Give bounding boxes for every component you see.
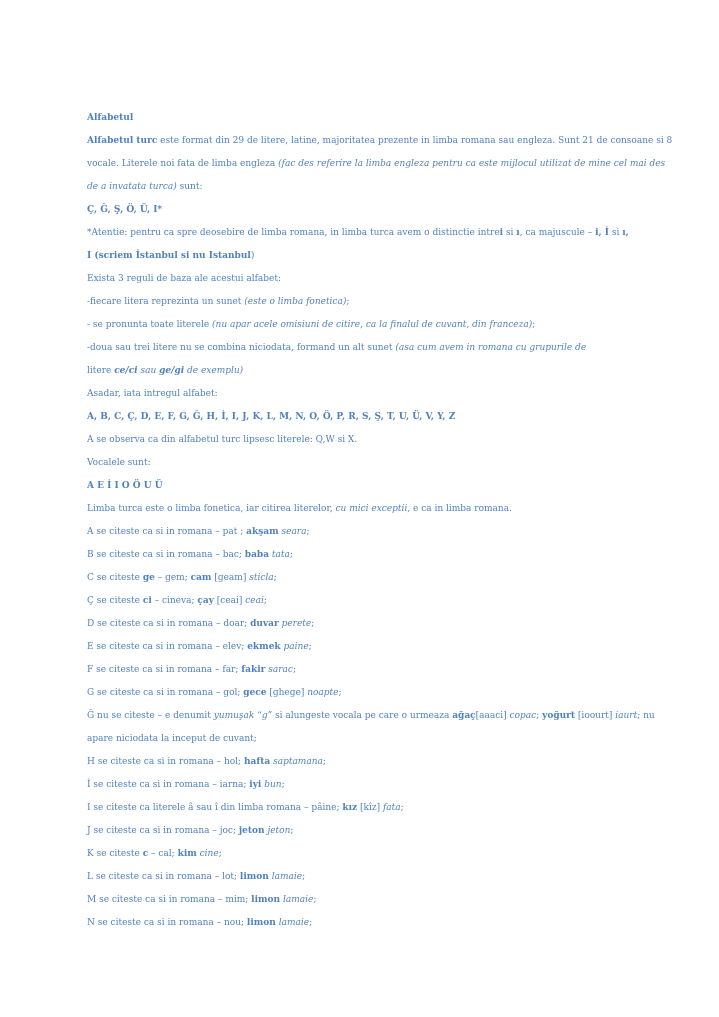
letter-text: ; nu — [637, 711, 655, 721]
rule-2 — [87, 319, 632, 331]
letter-text: ; — [536, 711, 543, 721]
sound-equivalent: ge — [142, 573, 155, 583]
rule-3 — [87, 342, 632, 354]
translation: iaurt — [615, 711, 638, 721]
pronunciation: [geam] — [211, 573, 250, 583]
translation: lamaie — [278, 918, 310, 928]
translation: tata — [271, 550, 290, 560]
example-word: yoğurt — [542, 711, 576, 721]
letter-text: ; — [322, 757, 326, 767]
letter-row-cc — [87, 595, 632, 607]
letter-row-b — [87, 549, 632, 561]
rule-note: de exemplu) — [184, 366, 244, 376]
attention-letter: ı — [516, 228, 520, 238]
attention-letter: ı, — [622, 228, 629, 238]
full-alphabet-intro: Asadar, iata intregul alfabet: — [87, 389, 218, 399]
letter-row-n — [87, 917, 632, 929]
letter-row-m — [87, 894, 632, 906]
example-word: ekmek — [247, 642, 281, 652]
translation: jeton — [267, 826, 291, 836]
letter-text: ; — [400, 803, 404, 813]
missing-letters: A se observa ca din alfabetul turc lipsesc literele: Q,W si X. — [87, 435, 358, 445]
letter-row-a — [87, 526, 632, 538]
letter-text: Ğ nu se citeste – e denumit — [87, 711, 214, 721]
attention-letter: i — [499, 228, 504, 238]
letter-row-e — [87, 641, 632, 653]
letter-row-gg-continued: apare niciodata la inceput de cuvant; — [87, 734, 257, 744]
translation: cine — [199, 849, 219, 859]
pronunciation: [ceai] — [213, 596, 246, 606]
letter-text: C se citeste — [87, 573, 143, 583]
example-word: gece — [243, 688, 267, 698]
intro-lead: Alfabetul turc — [87, 136, 158, 146]
rule-text: ; — [346, 297, 350, 307]
example-word: cam — [190, 573, 212, 583]
attention-text: *Atentie: pentru ca spre deosebire de limba romana, in limba turca avem o distinctie intre — [87, 228, 500, 238]
translation: sarac — [268, 665, 293, 675]
intro-text: sunt: — [176, 182, 203, 192]
translation: lamaie — [282, 895, 314, 905]
letter-text: A se citeste ca si in romana – pat ; — [87, 527, 247, 537]
letter-text: ; — [289, 550, 293, 560]
letter-text: H se citeste ca si in romana – hol; — [87, 757, 244, 767]
letter-text: ; — [313, 895, 317, 905]
letter-text: ; — [338, 688, 342, 698]
attention-line-1 — [87, 227, 632, 239]
letter-text: ; — [218, 849, 222, 859]
sound-equivalent: c — [142, 849, 149, 859]
letter-text: ; — [302, 872, 306, 882]
phonetic-exception: cu mici exceptii — [335, 504, 408, 514]
rule-example: ce/ci — [114, 366, 138, 376]
pronunciation: [ioourt] — [575, 711, 616, 721]
letter-text: K se citeste — [87, 849, 143, 859]
letter-row-j — [87, 825, 632, 837]
attention-text: ) — [250, 251, 255, 261]
letter-text: – cineva; — [151, 596, 198, 606]
letter-text: – gem; — [154, 573, 191, 583]
example-word: limon — [246, 918, 276, 928]
attention-line-2 — [87, 250, 632, 262]
intro-text: vocale. Literele noi fata de limba engleza — [87, 159, 279, 169]
letter-text: I se citeste ca literele â sau î din limba romana – pâine; — [87, 803, 343, 813]
example-word: ağaç — [452, 711, 476, 721]
rule-text: ; — [532, 320, 536, 330]
letter-row-l — [87, 871, 632, 883]
rule-text: -fiecare litera reprezinta un sunet — [87, 297, 245, 307]
example-word: fakir — [241, 665, 266, 675]
letter-text: L se citeste ca si in romana – lot; — [87, 872, 240, 882]
example-word: kız — [342, 803, 358, 813]
example-word: iyi — [249, 780, 262, 790]
letter-text: D se citeste ca si in romana – doar; — [87, 619, 251, 629]
letter-text: J se citeste ca si in romana – joc; — [87, 826, 239, 836]
intro-text: este format din 29 de litere, latine, majoritatea prezente in limba romana sau engleza. Sunt 21 de consoane si 8 — [157, 136, 673, 146]
letter-row-g — [87, 687, 632, 699]
rule-text: - se pronunta toate literele — [87, 320, 213, 330]
intro-line-1 — [87, 135, 673, 147]
rule-text: litere — [87, 366, 115, 376]
phonetic-note — [87, 503, 632, 515]
example-word: limon — [251, 895, 281, 905]
sound-equivalent: ci — [142, 596, 152, 606]
translation: noapte — [307, 688, 339, 698]
letter-text: F se citeste ca si in romana – far; — [87, 665, 242, 675]
letter-text: ; — [309, 918, 313, 928]
example-word: akşam — [246, 527, 279, 537]
translation: perete — [281, 619, 312, 629]
letter-text: si alungeste vocala pe care o urmeaza — [272, 711, 453, 721]
letter-text: ; — [273, 573, 277, 583]
example-word: jeton — [238, 826, 265, 836]
letter-row-k — [87, 848, 632, 860]
new-letters: Ç, Ğ, Ş, Ö, Ü, I* — [87, 205, 163, 215]
letter-text: ; — [292, 665, 296, 675]
attention-text: si — [503, 228, 517, 238]
letter-row-c — [87, 572, 632, 584]
letter-text: – cal; — [148, 849, 178, 859]
letter-row-f — [87, 664, 632, 676]
letter-text: ; — [306, 527, 310, 537]
letter-row-ii — [87, 779, 632, 791]
doc-title: Alfabetul — [87, 113, 134, 123]
rule-note: sau — [137, 366, 160, 376]
example-word: baba — [244, 550, 270, 560]
phonetic-text: , e ca in limba romana. — [407, 504, 512, 514]
rule-1 — [87, 296, 632, 308]
rule-note: (este o limba fonetica) — [244, 297, 347, 307]
example-word: çay — [197, 596, 214, 606]
rule-3-continued — [87, 365, 632, 377]
rule-text: -doua sau trei litere nu se combina niciodata, formand un alt sunet — [87, 343, 396, 353]
pronunciation: [aaaci] — [475, 711, 510, 721]
letter-text: ; — [308, 642, 312, 652]
translation: copac — [509, 711, 537, 721]
example-word: duvar — [250, 619, 279, 629]
pronunciation: [ghege] — [266, 688, 308, 698]
rules-intro: Exista 3 reguli de baza ale acestui alfabet: — [87, 274, 282, 284]
attention-example: scriem İstanbul si nu Istanbul — [98, 251, 251, 261]
rule-example: ge/gi — [159, 366, 185, 376]
intro-line-3 — [87, 181, 632, 193]
example-word: hafta — [243, 757, 271, 767]
letter-text: ; — [311, 619, 315, 629]
translation: sticla — [249, 573, 274, 583]
attention-text: , ca majuscule – — [519, 228, 596, 238]
translation: fata — [382, 803, 401, 813]
intro-note: (fac des referire la limba engleza pentru ca este mijlocul utilizat de mine cel mai des — [278, 159, 666, 169]
translation: ceai — [245, 596, 264, 606]
letter-row-d — [87, 618, 632, 630]
letter-text: B se citeste ca si in romana – bac; — [87, 550, 245, 560]
letter-text: ; — [263, 596, 267, 606]
vowels: A E İ I O Ö U Ü — [87, 481, 163, 491]
letter-row-i — [87, 802, 632, 814]
intro-note: de a invatata turca) — [87, 182, 177, 192]
letter-text: ; — [281, 780, 285, 790]
letter-text: İ se citeste ca si in romana – iarna; — [87, 780, 250, 790]
attention-text: si — [608, 228, 623, 238]
letter-nickname: yumuşak “g” — [213, 711, 273, 721]
rule-note: (nu apar acele omisiuni de citire, ca la finalul de cuvant, din franceza) — [212, 320, 533, 330]
letter-row-h — [87, 756, 632, 768]
letter-text: N se citeste ca si in romana – nou; — [87, 918, 247, 928]
example-word: kim — [177, 849, 197, 859]
example-word: limon — [239, 872, 269, 882]
pronunciation: [kîz] — [357, 803, 383, 813]
full-alphabet: A, B, C, Ç, D, E, F, G, Ğ, H, İ, I, J, K, L, M, N, O, Ö, P, R, S, Ş, T, U, Ü, V, Y, Z — [87, 412, 456, 422]
attention-letter: i, İ — [595, 228, 609, 238]
letter-text: Ç se citeste — [87, 596, 143, 606]
letter-row-gg — [87, 710, 655, 722]
translation: saptamana — [273, 757, 323, 767]
translation: paine — [283, 642, 309, 652]
vowels-intro: Vocalele sunt: — [87, 458, 151, 468]
letter-text: ; — [290, 826, 294, 836]
translation: lamaie — [271, 872, 303, 882]
rule-note: (asa cum avem in romana cu grupurile de — [395, 343, 587, 353]
letter-text: G se citeste ca si in romana – gol; — [87, 688, 244, 698]
letter-text: M se citeste ca si in romana – mim; — [87, 895, 252, 905]
attention-letter: I ( — [87, 251, 99, 261]
letter-text: E se citeste ca si in romana – elev; — [87, 642, 248, 652]
intro-line-2 — [87, 158, 666, 170]
translation: seara — [281, 527, 307, 537]
translation: bun — [264, 780, 282, 790]
phonetic-text: Limba turca este o limba fonetica, iar citirea literelor, — [87, 504, 336, 514]
